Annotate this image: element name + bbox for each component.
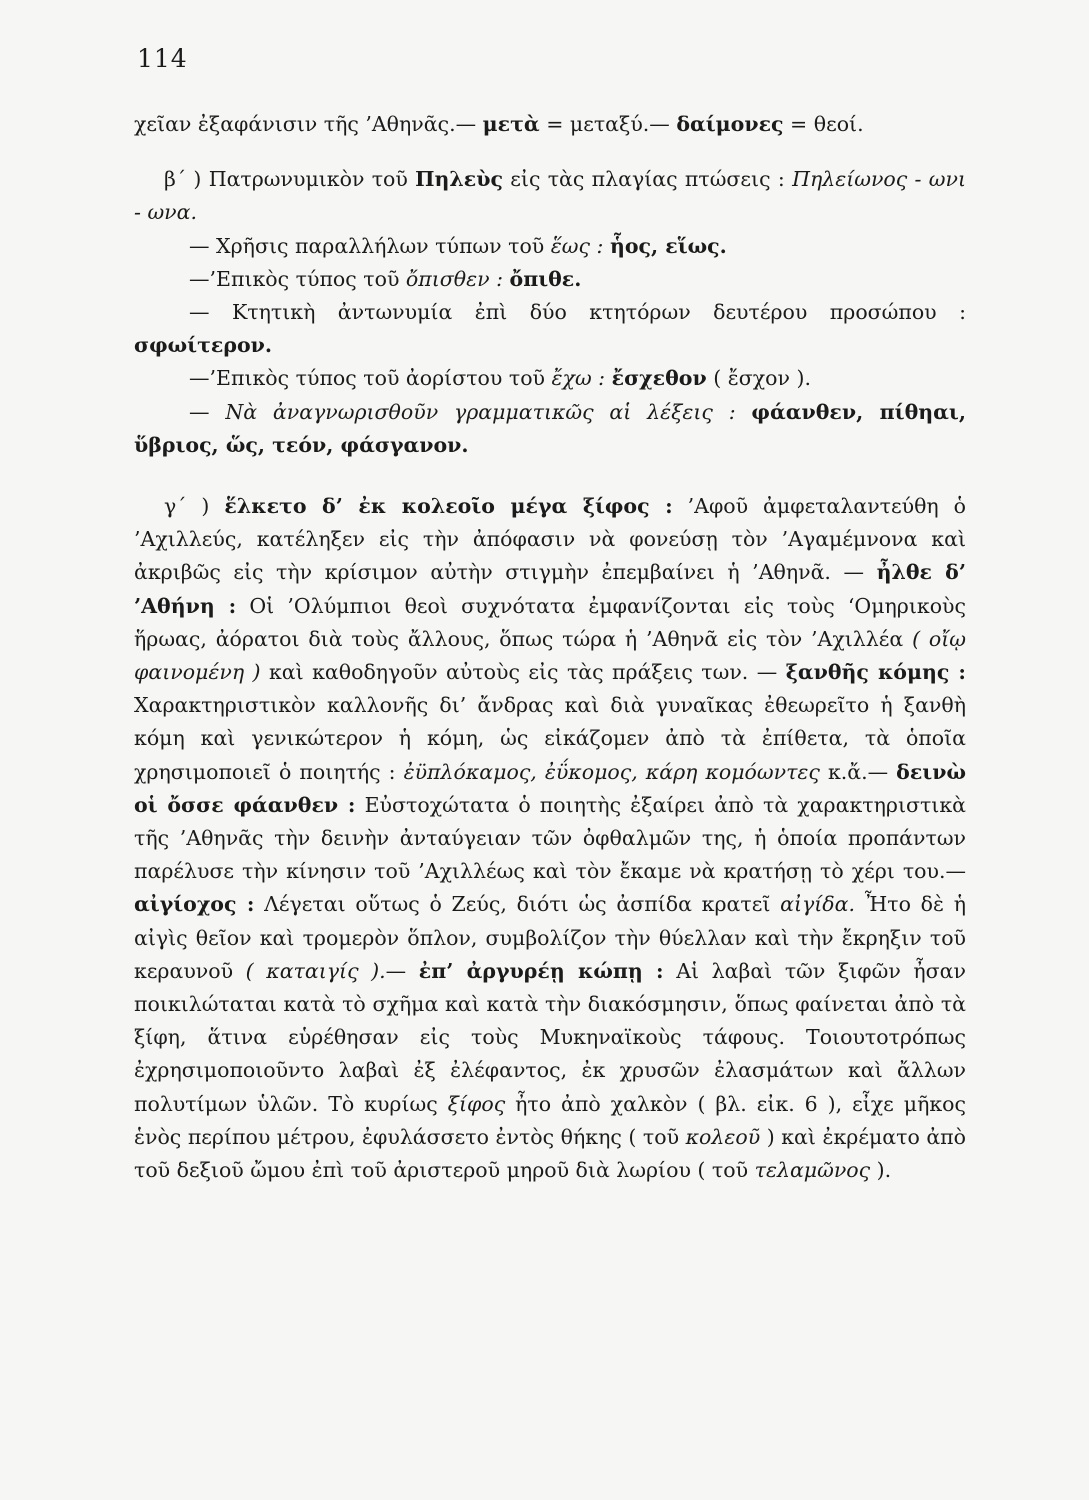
paragraph-gap [134, 141, 966, 163]
text-run: — Χρῆσις παραλλήλων τύπων τοῦ [189, 233, 551, 258]
italic-term: κολεοῦ [685, 1124, 761, 1149]
bold-term: ξανθῆς κόμης : [785, 660, 966, 685]
italic-term: ( οἴῳ φαινομένη ) [134, 626, 966, 685]
text-run: ) καὶ ἐκρέματο ἀπὸ τοῦ δεξιοῦ ὤμου ἐπὶ τοῦ ἀριστεροῦ μηροῦ διὰ λωρίου ( τοῦ [134, 1124, 966, 1183]
commentary-text [134, 108, 966, 1187]
paragraph-gamma-commentary [134, 490, 966, 1187]
text-run: — [385, 958, 419, 983]
bold-term: μετὰ [482, 112, 540, 136]
text-run: ἦτο ἀπὸ χαλκὸν ( βλ. εἰκ. 6 ), εἶχε μῆκος ἑνὸς περίπου μέτρου, ἐφυλάσσετο ἐντὸς θήκης ( τοῦ [134, 1091, 966, 1149]
bold-term: φάανθεν, πίθηαι, ὕβριος, ὥς, τεόν, φάσγανον. [134, 399, 966, 457]
paragraph-eschethon [134, 362, 966, 395]
text-run: γ΄ ) [164, 494, 225, 519]
paragraph-exercise [134, 396, 966, 462]
italic-term: ὄπισθεν : [405, 266, 503, 291]
text-run: ’Αφοῦ ἀμφεταλαντεύθη ὁ ’Αχιλλεύς, κατέληξεν εἰς τὴν ἀπόφασιν νὰ φονεύσῃ τὸν ’Αγαμέμνονα καὶ ἀκριβῶς εἰς τὴν κρίσιμον αὐτὴν στιγμὴν ἐπεμβαίνει ἡ ’Αθηνᾶ. — [134, 494, 966, 585]
text-run: —’Επικὸς τύπος τοῦ ἀορίστου τοῦ [189, 366, 552, 391]
bold-term: ἔσχεθον [611, 366, 707, 391]
text-run: ). [870, 1158, 892, 1183]
text-run: Οἱ ’Ολύμπιοι θεοὶ συχνότατα ἐμφανίζονται εἰς τοὺς ‘Ομηρικοὺς ἥρωας, ἀόρατοι διὰ τοὺς ἄλλους, ὅπως τώρα ἡ ’Αθηνᾶ εἰς τὸν ’Αχιλλέα [134, 593, 966, 651]
bold-term: ἧος, εἵως. [609, 233, 727, 258]
paragraph-beta-patronymic [134, 163, 966, 229]
bold-term: δεινὼ οἱ ὄσσε φάανθεν : [134, 759, 966, 817]
text-run: β΄ ) Πατρωνυμικὸν τοῦ [164, 167, 416, 192]
text-run: Χαρακτηριστικὸν καλλονῆς δι’ ἄνδρας καὶ διὰ γυναῖκας ἐθεωρεῖτο ἡ ξανθὴ κόμη καὶ γενικώτερον ἡ κόμη, ὡς εἰκάζομεν ἀπὸ τὰ ἐπίθετα, τὰ ὁποῖα χρησιμοποιεῖ ὁ ποιητής : [134, 693, 966, 784]
text-run: — [189, 399, 226, 424]
text-run: Ἦτο δὲ ἡ αἰγὶς θεῖον καὶ τρομερὸν ὅπλον, συμβολίζον τὴν θύελλαν καὶ τὴν ἔκρηξιν τοῦ κεραυνοῦ [134, 892, 967, 983]
italic-term: Πηλείωνος - ωνι - ωνα. [134, 167, 966, 225]
bold-term: δαίμονες [676, 112, 784, 136]
italic-term: ξίφος [447, 1091, 506, 1116]
italic-term: αἰγίδα. [780, 892, 855, 917]
text-run: — Κτητικὴ ἀντωνυμία ἐπὶ δύο κτητόρων δευτέρου προσώπου : [189, 300, 966, 325]
bold-term: Πηλεὺς [415, 167, 503, 192]
italic-term: Νὰ ἀναγνωρισθοῦν γραμματικῶς αἱ λέξεις : [225, 399, 736, 424]
paragraph-sphoiteron [134, 296, 966, 362]
paragraph-opithe [134, 263, 966, 296]
bold-term: ὄπιθε. [509, 266, 582, 291]
text-run: κ.ἄ.— [819, 759, 897, 784]
italic-term: ἔχω : [551, 366, 606, 391]
text-run: = θεοί. [783, 112, 864, 136]
text-run: καὶ καθοδηγοῦν αὐτοὺς εἰς τὰς πράξεις των. — [260, 660, 786, 685]
italic-term: ἐϋπλόκαμος, ἐΰκομος, κάρη κομόωντες [403, 759, 820, 784]
italic-term: ( καταιγίς ). [245, 958, 386, 983]
italic-term: τελαμῶνος [754, 1158, 871, 1183]
paragraph-heos [134, 230, 966, 263]
text-run: —’Επικὸς τύπος τοῦ [189, 266, 406, 291]
text-run: ( ἔσχον ). [706, 366, 811, 391]
text-run: Λέγεται οὕτως ὁ Ζεύς, διότι ὡς ἀσπίδα κρατεῖ [254, 892, 781, 917]
page-number: 114 [137, 44, 188, 73]
paragraph-gap [134, 462, 966, 490]
bold-term: ἕλκετο δ’ ἐκ κολεοῖο μέγα ξίφος : [224, 494, 673, 519]
text-run: χεῖαν ἐξαφάνισιν τῆς ’Αθηνᾶς.— [134, 112, 483, 136]
text-run: εἰς τὰς πλαγίας πτώσεις : [502, 167, 793, 192]
text-run [736, 400, 752, 424]
text-run: = μεταξύ.— [539, 112, 677, 136]
bold-term: ἦλθε δ’ ’Αθήνη : [134, 560, 966, 618]
italic-term: ἕως : [550, 233, 604, 258]
text-run: Αἱ λαβαὶ τῶν ξιφῶν ἦσαν ποικιλώταται κατὰ τὸ σχῆμα καὶ κατὰ τὴν διακόσμησιν, ὅπως φαίνεται ἀπὸ τὰ ξίφη, ἅτινα εὑρέθησαν εἰς τοὺς Μυκηναϊκοὺς τάφους. Τοιουτοτρόπως ἐχρησιμοποιοῦντο λαβαὶ ἐξ ἐλέφαντος, ἐκ χρυσῶν ἐλασμάτων καὶ ἄλλων πολυτίμων ὑλῶν. Τὸ κυρίως [134, 958, 966, 1116]
bold-term: αἰγίοχος : [134, 892, 255, 917]
text-run: Εὐστοχώτατα ὁ ποιητὴς ἐξαίρει ἀπὸ τὰ χαρακτηριστικὰ τῆς ’Αθηνᾶς τὴν δεινὴν ἀνταύγειαν τῶν ὀφθαλμῶν της, ἡ ὁποία προπάντων παρέλυσε τὴν κίνησιν τοῦ ’Αχιλλέως καὶ τὸν ἔκαμε νὰ κρατήσῃ τὸ χέρι του.— [134, 792, 967, 884]
line-mind-daimones [134, 108, 966, 141]
bold-term: ἐπ’ ἀργυρέῃ κώπῃ : [418, 958, 664, 983]
bold-term: σφωίτερον. [134, 333, 273, 358]
